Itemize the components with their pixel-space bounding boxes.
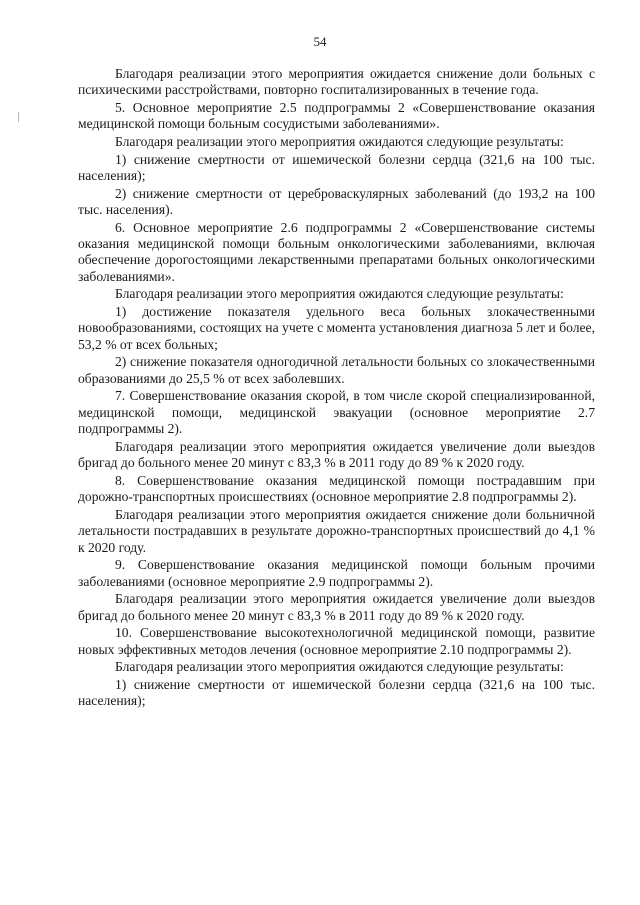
paragraph: 7. Совершенствование оказания скорой, в том числе скорой специализированной, медицинской помощи, медицинской эвакуации (основное мероприятие 2.7 подпрограммы 2). [78, 388, 595, 437]
page-number: 54 [313, 34, 327, 49]
paragraph: Благодаря реализации этого мероприятия ожидаются следующие результаты: [115, 134, 564, 149]
paragraph: Благодаря реализации этого мероприятия ожидается снижение доли больничной летальности пострадавших в результате дорожно-транспортных происшествий до 4,1 % к 2020 году. [78, 506, 595, 555]
paragraph: Благодаря реализации этого мероприятия ожидается увеличение доли выездов бригад до больного менее 20 минут с 83,3 % в 2011 году до 89 % к 2020 году. [78, 438, 595, 471]
paragraph: 5. Основное мероприятие 2.5 подпрограммы 2 «Совершенствование оказания медицинской помощи больным сосудистыми заболеваниями». [78, 100, 595, 132]
paragraph: 1) снижение смертности от ишемической болезни сердца (321,6 на 100 тыс. населения); [78, 151, 595, 183]
document-body [78, 66, 595, 711]
paragraph: 6. Основное мероприятие 2.6 подпрограммы 2 «Совершенствование системы оказания медицинской помощи больным онкологическими заболеваниями, включая обеспечение дорогостоящими лекарственными препаратами больных онкологическими заболеваниями». [78, 219, 595, 284]
paragraph: Благодаря реализации этого мероприятия ожидаются следующие результаты: [115, 286, 564, 302]
paragraph: 1) снижение смертности от ишемической болезни сердца (321,6 на 100 тыс. населения); [78, 676, 595, 709]
margin-mark [18, 112, 19, 122]
paragraph: 10. Совершенствование высокотехнологичной медицинской помощи, развитие новых эффективных методов лечения (основное мероприятие 2.10 подпрограммы 2). [78, 625, 595, 657]
paragraph: 9. Совершенствование оказания медицинской помощи больным прочими заболеваниями (основное мероприятие 2.9 подпрограммы 2). [78, 557, 595, 589]
paragraph: 2) снижение смертности от цереброваскулярных заболеваний (до 193,2 на 100 тыс. населения). [78, 185, 595, 217]
paragraph: 8. Совершенствование оказания медицинской помощи пострадавшим при дорожно-транспортных происшествиях (основное мероприятие 2.8 подпрограммы 2). [78, 472, 595, 505]
paragraph: 1) достижение показателя удельного веса больных злокачественными новообразованиями, состоящих на учете с момента установления диагноза 5 лет и более, 53,2 % от всех больных; [78, 304, 595, 352]
paragraph: 2) снижение показателя одногодичной летальности больных со злокачественными образованиями до 25,5 % от всех заболевших. [78, 354, 595, 386]
paragraph: Благодаря реализации этого мероприятия ожидается увеличение доли выездов бригад до больного менее 20 минут с 83,3 % в 2011 году до 89 % к 2020 году. [78, 591, 595, 623]
paragraph: Благодаря реализации этого мероприятия ожидается снижение доли больных с психическими расстройствами, повторно госпитализированных в течение года. [78, 66, 595, 98]
paragraph: Благодаря реализации этого мероприятия ожидаются следующие результаты: [115, 659, 564, 675]
